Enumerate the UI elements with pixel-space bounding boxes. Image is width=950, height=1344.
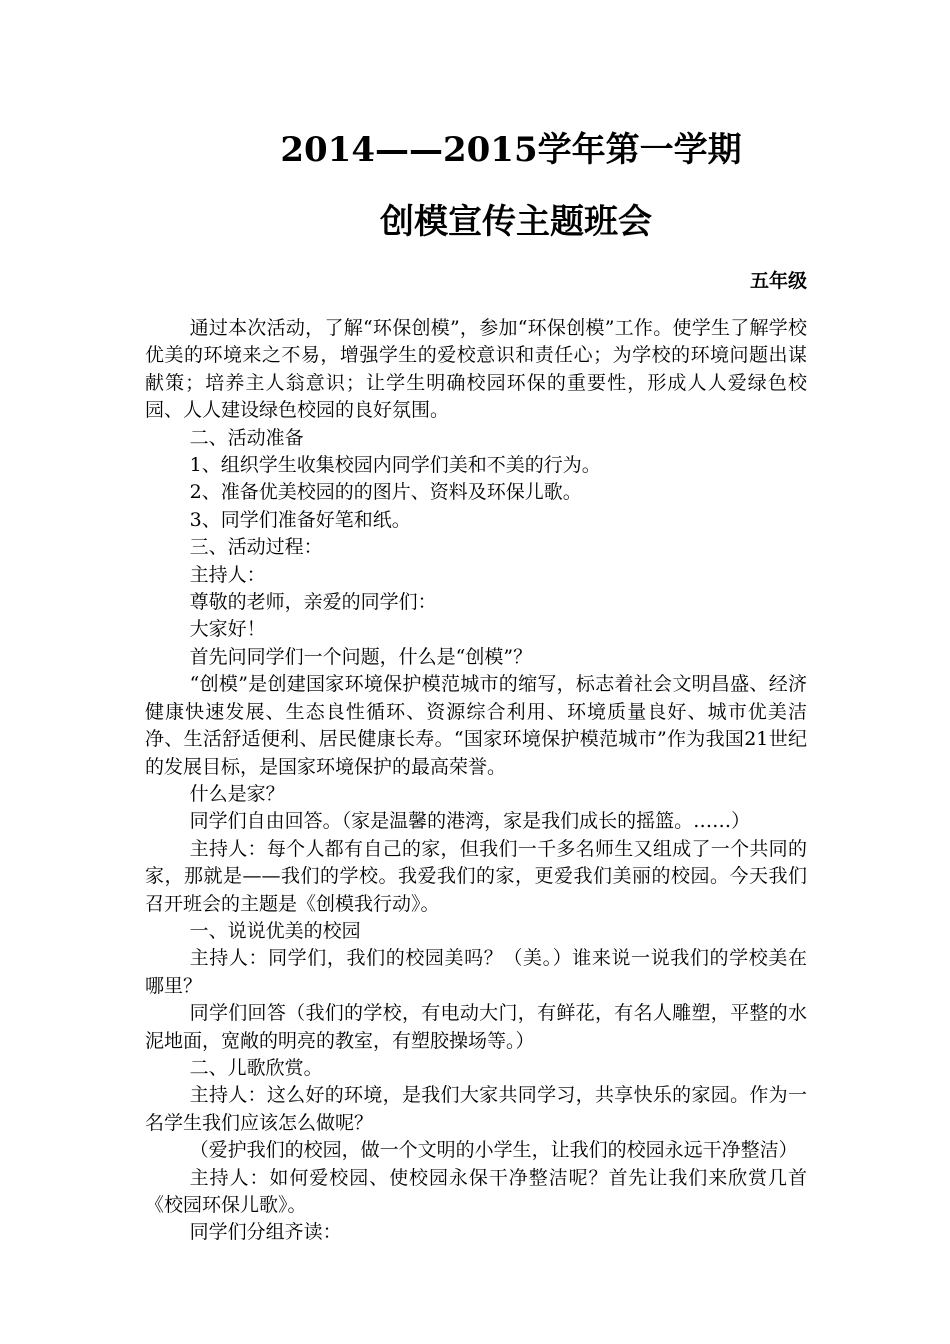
paragraph: 2、准备优美校园的的图片、资料及环保儿歌。 (189, 481, 582, 504)
document-subtitle: 创模宣传主题班会 (380, 202, 652, 242)
paragraph: 什么是家？ (189, 782, 285, 805)
paragraph: 主持人：每个人都有自己的家，但我们一千多名师生又组成了一个共同的家，那就是——我们的学校。我爱我们的家，更爱我们美丽的校园。今天我们召开班会的主题是《创模我行动》。 (145, 837, 807, 915)
paragraph: 主持人：如何爱校园、使校园永保干净整洁呢？首先让我们来欣赏几首《校园环保儿歌》。 (145, 1166, 807, 1216)
paragraph: 大家好！ (189, 618, 266, 641)
paragraph: 二、活动准备 (189, 426, 304, 449)
paragraph: 同学们分组齐读： (189, 1221, 342, 1244)
paragraph: 同学们回答（我们的学校，有电动大门，有鲜花，有名人雕塑，平整的水泥地面，宽敞的明亮的教室，有塑胶操场等。） (145, 1002, 807, 1052)
paragraph: 通过本次活动，了解“环保创模”，参加“环保创模”工作。使学生了解学校优美的环境来之不易，增强学生的爱校意识和责任心；为学校的环境问题出谋献策；培养主人翁意识；让学生明确校园环保的重要性，形成人人爱绿色校园、人人建设绿色校园的良好氛围。 (145, 317, 807, 422)
document-body (145, 315, 807, 1247)
paragraph: “创模”是创建国家环境保护模范城市的缩写，标志着社会文明昌盛、经济健康快速发展、生态良性循环、资源综合利用、环境质量良好、城市优美洁净、生活舒适便利、居民健康长寿。“国家环境保护模范城市”作为我国21世纪的发展目标，是国家环境保护的最高荣誉。 (145, 673, 807, 778)
paragraph: （爱护我们的校园，做一个文明的小学生，让我们的校园永远干净整洁） (189, 1139, 798, 1162)
paragraph: 主持人：这么好的环境，是我们大家共同学习，共享快乐的家园。作为一名学生我们应该怎么做呢？ (145, 1084, 807, 1134)
paragraph: 主持人：同学们，我们的校园美吗？（美。）谁来说一说我们的学校美在哪里？ (145, 947, 807, 997)
paragraph: 首先问同学们一个问题，什么是“创模”？ (189, 645, 533, 668)
paragraph: 同学们自由回答。（家是温馨的港湾，家是我们成长的摇篮。……） (189, 810, 751, 833)
document-title: 2014——2015学年第一学期 (280, 130, 742, 170)
grade-label: 五年级 (749, 270, 807, 292)
paragraph: 主持人： (189, 563, 266, 586)
paragraph: 尊敬的老师，亲爱的同学们： (189, 591, 437, 614)
paragraph: 二、儿歌欣赏。 (189, 1056, 323, 1079)
paragraph: 一、说说优美的校园 (189, 919, 361, 942)
paragraph: 三、活动过程： (189, 536, 323, 559)
paragraph: 3、同学们准备好笔和纸。 (189, 508, 411, 531)
paragraph: 1、组织学生收集校园内同学们美和不美的行为。 (189, 454, 601, 477)
